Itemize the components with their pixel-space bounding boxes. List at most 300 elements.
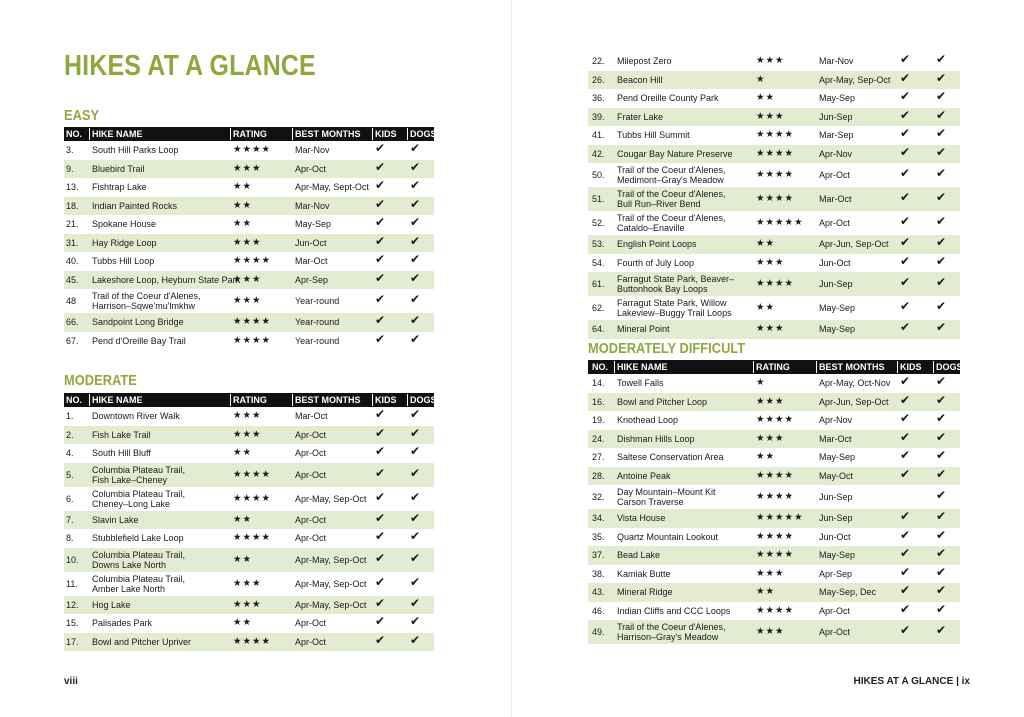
dogs-check: ✔ — [936, 126, 947, 141]
table-row — [588, 187, 960, 211]
hike-number: 36. — [592, 93, 605, 104]
table-row — [64, 160, 434, 179]
hike-name: Amber Lake North — [92, 583, 166, 594]
hike-number: 24. — [592, 433, 605, 444]
kids-check: ✔ — [900, 374, 911, 389]
rating-stars: ★★★ — [233, 428, 262, 440]
hike-name: Lakeshore Loop, Heyburn State Park — [92, 274, 241, 285]
table-row — [588, 211, 960, 235]
table-row — [588, 126, 960, 145]
table-row — [588, 467, 960, 486]
rating-stars: ★★ — [756, 586, 776, 598]
kids-check: ✔ — [375, 529, 386, 544]
table-row — [588, 602, 960, 621]
best-months: May-Sep, Dec — [819, 587, 877, 598]
best-months: May-Sep — [819, 93, 856, 104]
dogs-check: ✔ — [936, 411, 947, 426]
table-row — [64, 463, 434, 487]
hike-name: Columbia Plateau Trail, — [92, 573, 186, 584]
hike-name: Downtown River Walk — [92, 411, 180, 422]
hike-number: 15. — [66, 618, 79, 629]
hike-name: Towell Falls — [617, 378, 664, 389]
dogs-check: ✔ — [410, 614, 421, 629]
best-months: Apr-May, Sep-Oct — [295, 599, 367, 610]
best-months: May-Sep — [295, 219, 332, 230]
rating-stars: ★ — [756, 73, 766, 85]
dogs-check: ✔ — [936, 144, 947, 159]
hike-name: Quartz Mountain Lookout — [617, 531, 719, 542]
table-row — [64, 197, 434, 216]
dogs-check: ✔ — [410, 444, 421, 459]
dogs-check: ✔ — [410, 178, 421, 193]
best-months: May-Sep — [819, 550, 856, 561]
kids-check: ✔ — [900, 275, 911, 289]
table-row — [588, 235, 960, 254]
hike-number: 34. — [592, 513, 605, 524]
hike-name: Cataldo–Enaville — [617, 223, 685, 233]
kids-check: ✔ — [375, 444, 386, 459]
table-row — [588, 52, 960, 71]
best-months: May-Sep — [819, 452, 856, 463]
table-row — [588, 374, 960, 393]
table-row — [64, 271, 434, 290]
kids-check: ✔ — [900, 466, 911, 481]
hike-name: Vista House — [617, 513, 666, 524]
dogs-check: ✔ — [936, 374, 947, 389]
table-header — [64, 393, 437, 407]
rating-stars: ★★★★ — [233, 255, 272, 267]
moderately-difficult-hikes-table — [588, 360, 963, 644]
table-row — [64, 511, 434, 530]
hike-name: Columbia Plateau Trail, — [92, 488, 186, 499]
hike-number: 16. — [592, 396, 605, 407]
hike-name: Milepost Zero — [617, 56, 672, 67]
hike-number: 48 — [66, 296, 77, 306]
hike-number: 37. — [592, 550, 605, 561]
rating-stars: ★★★ — [756, 323, 785, 335]
best-months: Apr-Oct — [819, 605, 851, 616]
dogs-check: ✔ — [936, 235, 947, 250]
rating-stars: ★★★★ — [756, 278, 795, 289]
rating-stars: ★★★★ — [756, 469, 795, 481]
rating-stars: ★★★ — [756, 567, 785, 579]
rating-stars: ★★★ — [233, 410, 262, 422]
hike-name: Slavin Lake — [92, 514, 139, 525]
kids-check: ✔ — [900, 623, 911, 637]
table-row — [588, 71, 960, 90]
hike-number: 9. — [66, 163, 74, 174]
rating-stars: ★★ — [233, 513, 253, 525]
hike-name: Stubblefield Lake Loop — [92, 533, 184, 544]
rating-stars: ★★ — [756, 92, 776, 104]
table-row — [588, 393, 960, 412]
hike-name: Indian Painted Rocks — [92, 200, 178, 211]
table-row — [588, 296, 960, 320]
table-row — [588, 485, 960, 509]
kids-check: ✔ — [900, 235, 911, 250]
hike-name: Trail of the Coeur d'Alenes, — [617, 189, 726, 199]
best-months: Jun-Oct — [819, 257, 851, 268]
table-row — [64, 234, 434, 253]
dogs-check: ✔ — [410, 574, 421, 589]
rating-stars: ★★ — [233, 199, 253, 211]
hike-name: Cougar Bay Nature Preserve — [617, 148, 733, 159]
rating-stars: ★★★★ — [233, 334, 272, 346]
header-col-no: NO. — [66, 129, 83, 139]
dogs-check: ✔ — [936, 429, 947, 444]
hike-name: Downs Lake North — [92, 559, 167, 570]
best-months: Apr-May, Sep-Oct — [295, 578, 367, 589]
hike-name: Sandpoint Long Bridge — [92, 317, 184, 328]
kids-check: ✔ — [375, 425, 386, 440]
rating-stars: ★★★★ — [756, 169, 795, 180]
kids-check: ✔ — [900, 320, 911, 335]
table-row — [588, 254, 960, 273]
best-months: Apr-Oct — [819, 218, 851, 228]
kids-check: ✔ — [900, 214, 911, 228]
right-page — [512, 0, 1024, 717]
table-row — [64, 252, 434, 271]
rating-stars: ★★★ — [756, 626, 785, 637]
dogs-check: ✔ — [410, 292, 421, 306]
hike-number: 39. — [592, 111, 605, 122]
kids-check: ✔ — [900, 527, 911, 542]
table-row — [64, 313, 434, 332]
dogs-check: ✔ — [410, 270, 421, 285]
header-col-kids: KIDS — [372, 394, 397, 406]
best-months: Apr-Oct — [295, 636, 327, 647]
hike-name: Bead Lake — [617, 550, 661, 561]
kids-check: ✔ — [375, 465, 386, 480]
rating-stars: ★★ — [233, 218, 253, 230]
header-col-no: NO. — [592, 362, 609, 372]
rating-stars: ★★★ — [233, 598, 262, 610]
kids-check: ✔ — [375, 489, 386, 504]
table-row — [588, 163, 960, 187]
hike-number: 61. — [592, 279, 605, 289]
hike-number: 18. — [66, 200, 79, 211]
dogs-check: ✔ — [410, 196, 421, 211]
hike-name: South Hill Parks Loop — [92, 145, 179, 156]
dogs-check: ✔ — [410, 159, 421, 174]
moderate-hikes-table — [64, 393, 437, 651]
hike-number: 3. — [66, 145, 74, 156]
rating-stars: ★★★★★ — [756, 217, 804, 228]
page-number-left: viii — [64, 676, 78, 687]
best-months: Apr-Nov — [819, 148, 853, 159]
table-row — [588, 620, 960, 644]
hike-name: Lakeview–Buggy Trail Loops — [617, 308, 732, 318]
section-title-moderately-difficult: MODERATELY DIFFICULT — [588, 340, 746, 357]
hike-name: Buttonhook Bay Loops — [617, 284, 708, 294]
header-col-dogs: DOGS — [407, 128, 437, 140]
table-row — [64, 633, 434, 652]
table-row — [588, 89, 960, 108]
rating-stars: ★★★ — [233, 273, 262, 285]
hike-name: Pend Oreille County Park — [617, 93, 719, 104]
kids-check: ✔ — [900, 411, 911, 426]
kids-check: ✔ — [900, 546, 911, 561]
hike-number: 62. — [592, 303, 605, 313]
kids-check: ✔ — [900, 509, 911, 524]
hike-number: 1. — [66, 411, 74, 422]
table-row — [64, 407, 434, 426]
easy-hikes-table — [64, 127, 437, 350]
kids-check: ✔ — [900, 601, 911, 616]
dogs-check: ✔ — [936, 623, 947, 637]
table-row — [588, 546, 960, 565]
table-row — [588, 528, 960, 547]
dogs-check: ✔ — [410, 529, 421, 544]
kids-check: ✔ — [900, 253, 911, 268]
dogs-check: ✔ — [410, 425, 421, 440]
dogs-check: ✔ — [936, 107, 947, 122]
dogs-check: ✔ — [936, 546, 947, 561]
dogs-check: ✔ — [410, 489, 421, 504]
rating-stars: ★ — [756, 377, 766, 389]
rating-stars: ★★★★ — [233, 532, 272, 544]
hike-name: Hay Ridge Loop — [92, 237, 157, 248]
hike-name: Tubbs Hill Summit — [617, 130, 690, 141]
rating-stars: ★★★ — [756, 110, 785, 122]
best-months: Mar-Nov — [295, 145, 330, 156]
hike-number: 46. — [592, 605, 605, 616]
dogs-check: ✔ — [410, 632, 421, 647]
kids-check: ✔ — [375, 331, 386, 346]
table-row — [64, 444, 434, 463]
kids-check: ✔ — [375, 614, 386, 629]
section-title-easy: EASY — [64, 107, 100, 124]
hike-name: Farragut State Park, Willow — [617, 298, 727, 308]
hike-number: 66. — [66, 317, 79, 328]
dogs-check: ✔ — [936, 166, 947, 180]
best-months: Apr-Oct — [295, 618, 327, 629]
hike-name: Bluebird Trail — [92, 163, 145, 174]
hike-name: Spokane House — [92, 219, 157, 230]
hike-name: Trail of the Coeur d'Alenes, — [617, 213, 726, 223]
hike-name: Saltese Conservation Area — [617, 452, 724, 463]
hike-number: 50. — [592, 170, 605, 180]
kids-check: ✔ — [375, 510, 386, 525]
kids-check: ✔ — [375, 215, 386, 230]
hike-number: 42. — [592, 148, 605, 159]
best-months: Apr-Sep — [295, 274, 329, 285]
hike-number: 22. — [592, 56, 605, 67]
best-months: Mar-Oct — [819, 194, 852, 204]
hike-number: 35. — [592, 531, 605, 542]
header-col-kids: KIDS — [897, 361, 922, 373]
hike-name: Fish Lake–Cheney — [92, 474, 168, 485]
dogs-check: ✔ — [936, 392, 947, 407]
hike-name: Day Mountain–Mount Kit — [617, 487, 716, 497]
dogs-check: ✔ — [936, 89, 947, 104]
best-months: Apr-Oct — [295, 448, 327, 459]
table-row — [64, 487, 434, 511]
kids-check: ✔ — [375, 233, 386, 248]
table-row — [64, 141, 434, 160]
hike-name: Columbia Plateau Trail, — [92, 464, 186, 475]
hike-number: 8. — [66, 533, 74, 544]
kids-check: ✔ — [375, 407, 386, 422]
best-months: May-Oct — [819, 470, 854, 481]
table-row — [64, 178, 434, 197]
best-months: Jun-Oct — [819, 531, 851, 542]
dogs-check: ✔ — [936, 299, 947, 313]
rating-stars: ★★★ — [756, 256, 785, 268]
dogs-check: ✔ — [936, 448, 947, 463]
kids-check: ✔ — [375, 270, 386, 285]
hike-name: Columbia Plateau Trail, — [92, 549, 186, 560]
hike-number: 54. — [592, 257, 605, 268]
best-months: Apr-Oct — [819, 170, 851, 180]
best-months: Apr-May, Sep-Oct — [295, 493, 367, 504]
header-col-rating: RATING — [230, 394, 267, 406]
best-months: Mar-Oct — [819, 433, 852, 444]
header-col-hike-name: HIKE NAME — [89, 128, 143, 140]
table-row — [64, 572, 434, 596]
kids-check: ✔ — [375, 313, 386, 328]
dogs-check: ✔ — [410, 141, 421, 156]
best-months: Apr-Oct — [295, 514, 327, 525]
dogs-check: ✔ — [410, 595, 421, 610]
hike-number: 11. — [66, 578, 78, 589]
hike-name: Frater Lake — [617, 111, 664, 122]
hike-name: English Point Loops — [617, 239, 697, 250]
best-months: Mar-Oct — [295, 411, 328, 422]
kids-check: ✔ — [375, 550, 386, 565]
table-row — [588, 583, 960, 602]
best-months: Year-round — [295, 296, 340, 306]
rating-stars: ★★★★ — [233, 144, 272, 156]
rating-stars: ★★★★ — [233, 635, 272, 647]
dogs-check: ✔ — [410, 510, 421, 525]
hike-name: Hog Lake — [92, 599, 131, 610]
hike-number: 38. — [592, 568, 605, 579]
hike-name: Medimont–Gray's Meadow — [617, 175, 724, 185]
hike-number: 2. — [66, 429, 74, 440]
best-months: Apr-May, Sep-Oct — [295, 554, 367, 565]
dogs-check: ✔ — [410, 252, 421, 267]
page-title: HIKES AT A GLANCE — [64, 50, 316, 82]
best-months: Apr-May, Oct-Nov — [819, 378, 891, 389]
best-months: Jun-Oct — [295, 237, 327, 248]
hike-number: 41. — [592, 130, 605, 141]
table-row — [588, 565, 960, 584]
header-col-best-months: BEST MONTHS — [816, 361, 885, 373]
best-months: May-Sep — [819, 324, 856, 335]
best-months: Apr-Sep — [819, 568, 853, 579]
best-months: Apr-Oct — [295, 163, 327, 174]
best-months: Apr-Oct — [295, 533, 327, 544]
hike-number: 49. — [592, 627, 605, 637]
rating-stars: ★★★★ — [233, 468, 272, 480]
rating-stars: ★★★★ — [756, 604, 795, 616]
kids-check: ✔ — [900, 299, 911, 313]
table-row — [64, 289, 434, 313]
best-months: Apr-Oct — [819, 627, 851, 637]
table-header — [64, 127, 437, 141]
table-row — [64, 596, 434, 615]
dogs-check: ✔ — [936, 70, 947, 85]
dogs-check: ✔ — [410, 331, 421, 346]
best-months: Apr-Oct — [295, 469, 327, 480]
kids-check: ✔ — [375, 595, 386, 610]
dogs-check: ✔ — [410, 550, 421, 565]
hike-name: Tubbs Hill Loop — [92, 256, 155, 267]
header-col-hike-name: HIKE NAME — [89, 394, 143, 406]
rating-stars: ★★ — [756, 451, 776, 463]
best-months: Apr-May, Sep-Oct — [819, 74, 891, 85]
table-row — [588, 448, 960, 467]
dogs-check: ✔ — [936, 320, 947, 335]
section-title-moderate: MODERATE — [64, 372, 137, 389]
kids-check: ✔ — [375, 252, 386, 267]
hike-name: Fourth of July Loop — [617, 257, 695, 268]
table-row — [588, 108, 960, 127]
table-row — [64, 426, 434, 445]
header-col-kids: KIDS — [372, 128, 397, 140]
dogs-check: ✔ — [936, 509, 947, 524]
best-months: Year-round — [295, 335, 340, 346]
hike-name: Bowl and Pitcher Upriver — [92, 636, 192, 647]
hike-name: Bowl and Pitcher Loop — [617, 396, 708, 407]
kids-check: ✔ — [900, 70, 911, 85]
table-row — [64, 215, 434, 234]
dogs-check: ✔ — [936, 52, 947, 67]
best-months: Apr-Jun, Sep-Oct — [819, 239, 889, 250]
dogs-check: ✔ — [936, 466, 947, 481]
rating-stars: ★★ — [233, 553, 253, 565]
dogs-check: ✔ — [410, 233, 421, 248]
table-row — [64, 529, 434, 548]
hike-name: Knothead Loop — [617, 415, 679, 426]
best-months: Year-round — [295, 317, 340, 328]
dogs-check: ✔ — [936, 214, 947, 228]
header-col-rating: RATING — [230, 128, 267, 140]
rating-stars: ★★★★ — [756, 147, 795, 159]
hike-number: 19. — [592, 415, 605, 426]
rating-stars: ★★★★ — [756, 129, 795, 141]
best-months: Jun-Sep — [819, 279, 853, 289]
hike-name: Cheney–Long Lake — [92, 498, 171, 509]
rating-stars: ★★★★★ — [756, 512, 804, 524]
dogs-check: ✔ — [936, 583, 947, 598]
kids-check: ✔ — [375, 292, 386, 306]
hike-number: 4. — [66, 448, 74, 459]
table-row — [588, 430, 960, 449]
rating-stars: ★★★★ — [233, 316, 272, 328]
rating-stars: ★★ — [233, 447, 253, 459]
dogs-check: ✔ — [410, 313, 421, 328]
kids-check: ✔ — [900, 89, 911, 104]
best-months: Jun-Sep — [819, 513, 853, 524]
hike-name: Pend d'Oreille Bay Trail — [92, 335, 186, 346]
kids-check: ✔ — [900, 448, 911, 463]
rating-stars: ★★★ — [756, 432, 785, 444]
rating-stars: ★★ — [756, 238, 776, 250]
rating-stars: ★★★ — [233, 236, 262, 248]
kids-check: ✔ — [900, 52, 911, 67]
kids-check: ✔ — [900, 126, 911, 141]
rating-stars: ★★★ — [233, 577, 262, 589]
hike-number: 14. — [592, 378, 605, 389]
best-months: Jun-Sep — [819, 492, 853, 502]
rating-stars: ★★★★ — [756, 414, 795, 426]
kids-check: ✔ — [375, 178, 386, 193]
table-row — [588, 145, 960, 164]
hike-name: Trail of the Coeur d'Alenes, — [617, 165, 726, 175]
hike-name: Fishtrap Lake — [92, 182, 147, 193]
